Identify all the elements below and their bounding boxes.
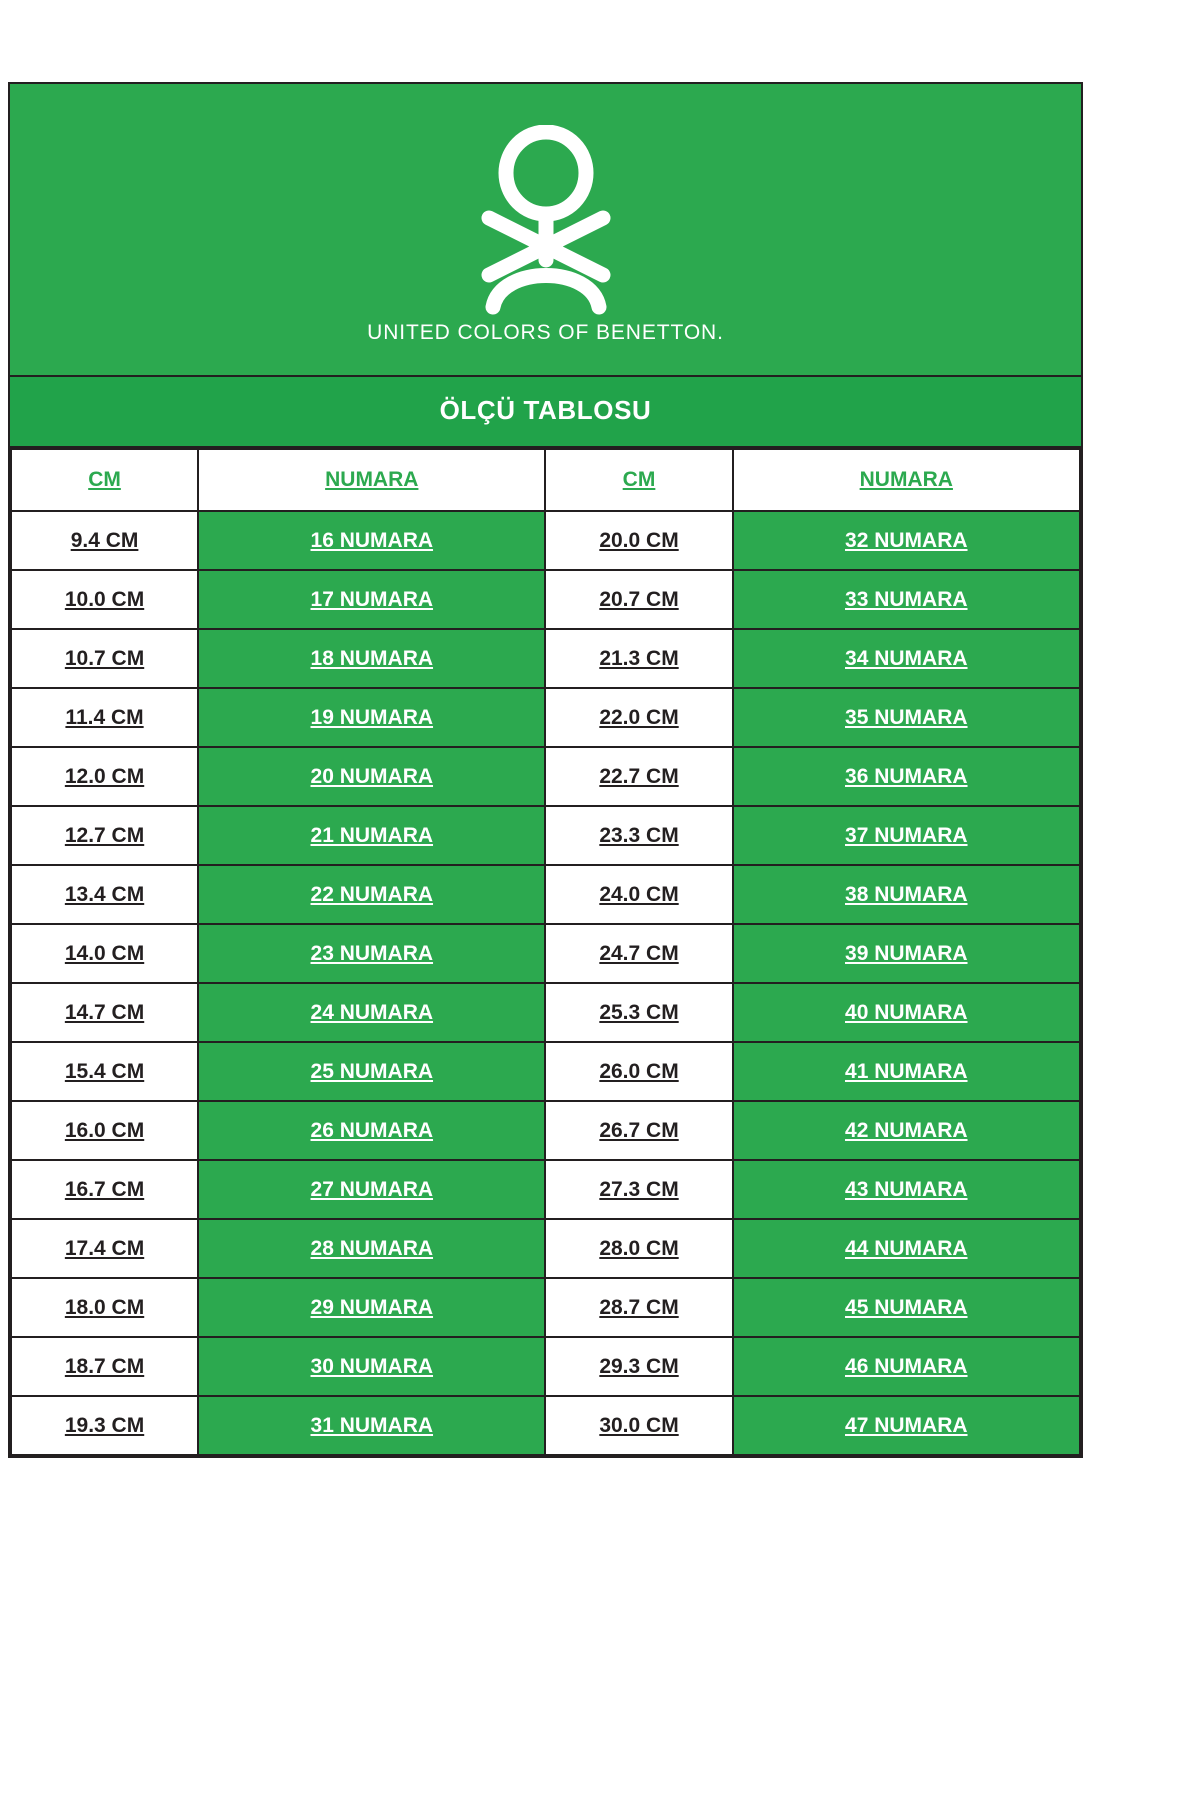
table-row: 13.4 CM 22 NUMARA 24.0 CM 38 NUMARA <box>11 865 1080 924</box>
table-row: 11.4 CM 19 NUMARA 22.0 CM 35 NUMARA <box>11 688 1080 747</box>
column-header-numara-left: NUMARA <box>198 449 545 511</box>
table-header-row <box>11 449 1080 511</box>
table-row: 17.4 CM 28 NUMARA 28.0 CM 44 NUMARA <box>11 1219 1080 1278</box>
table-row: 15.4 CM 25 NUMARA 26.0 CM 41 NUMARA <box>11 1042 1080 1101</box>
table-row: 9.4 CM 16 NUMARA 20.0 CM 32 NUMARA <box>11 511 1080 570</box>
column-header-cm-right: CM <box>545 449 732 511</box>
size-chart-sheet <box>8 82 1083 1458</box>
size-conversion-table <box>10 448 1081 1456</box>
chart-title: ÖLÇÜ TABLOSU <box>10 377 1081 448</box>
table-row: 10.7 CM 18 NUMARA 21.3 CM 34 NUMARA <box>11 629 1080 688</box>
column-header-cm-left: CM <box>11 449 198 511</box>
table-row: 18.7 CM 30 NUMARA 29.3 CM 46 NUMARA <box>11 1337 1080 1396</box>
table-row: 10.0 CM 17 NUMARA 20.7 CM 33 NUMARA <box>11 570 1080 629</box>
table-row: 16.7 CM 27 NUMARA 27.3 CM 43 NUMARA <box>11 1160 1080 1219</box>
benetton-knot-logo-icon <box>471 125 621 315</box>
brand-header <box>10 84 1081 377</box>
table-row: 19.3 CM 31 NUMARA 30.0 CM 47 NUMARA <box>11 1396 1080 1455</box>
table-row: 14.7 CM 24 NUMARA 25.3 CM 40 NUMARA <box>11 983 1080 1042</box>
table-row: 14.0 CM 23 NUMARA 24.7 CM 39 NUMARA <box>11 924 1080 983</box>
table-row: 18.0 CM 29 NUMARA 28.7 CM 45 NUMARA <box>11 1278 1080 1337</box>
column-header-numara-right: NUMARA <box>733 449 1080 511</box>
table-row: 12.0 CM 20 NUMARA 22.7 CM 36 NUMARA <box>11 747 1080 806</box>
table-row: 12.7 CM 21 NUMARA 23.3 CM 37 NUMARA <box>11 806 1080 865</box>
brand-wordmark: UNITED COLORS OF BENETTON. <box>367 320 724 344</box>
table-row: 16.0 CM 26 NUMARA 26.7 CM 42 NUMARA <box>11 1101 1080 1160</box>
